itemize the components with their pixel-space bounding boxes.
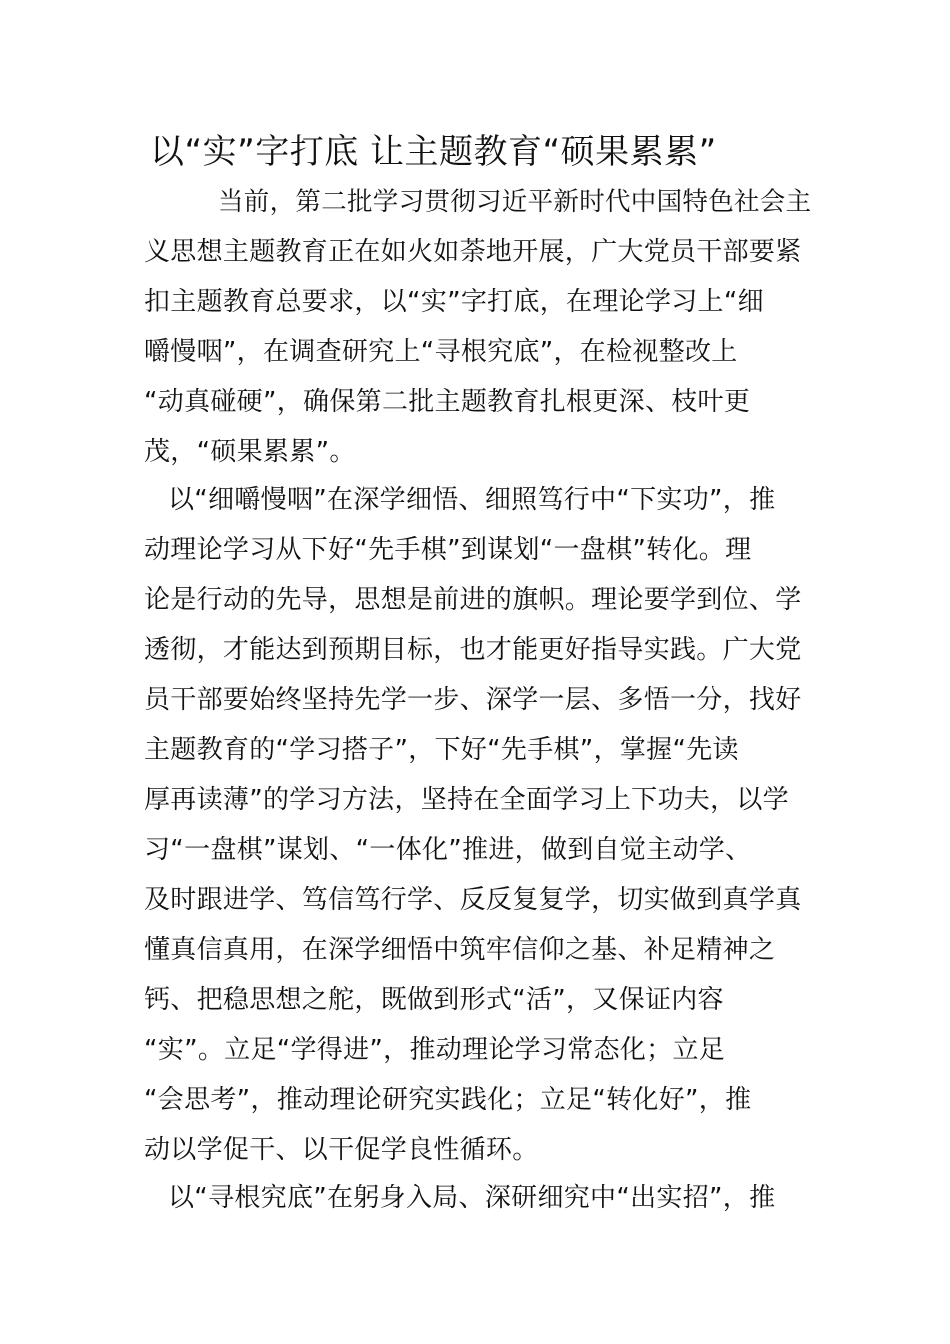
- body-line: 动理论学习从下好“先手棋”到谋划“一盘棋”转化。理: [144, 535, 752, 565]
- body-line: 及时跟进学、笃信笃行学、反反复复学，切实做到真学真: [144, 885, 802, 915]
- body-line: 论是行动的先导，思想是前进的旗帜。理论要学到位、学: [144, 585, 802, 615]
- body-line: “会思考”，推动理论研究实践化；立足“转化好”，推: [144, 1085, 752, 1115]
- body-line: 透彻，才能达到预期目标，也才能更好指导实践。广大党: [144, 635, 802, 665]
- body-line: 以“细嚼慢咽”在深学细悟、细照笃行中“下实功”，推: [168, 485, 776, 515]
- document-title: 以“实”字打底 让主题教育“硕果累累”: [150, 132, 717, 172]
- body-line: 员干部要始终坚持先学一步、深学一层、多悟一分，找好: [144, 685, 802, 715]
- body-line: 习“一盘棋”谋划、“一体化”推进，做到自觉主动学、: [144, 835, 752, 865]
- body-line: 嚼慢咽”，在调查研究上“寻根究底”，在检视整改上: [144, 337, 738, 367]
- body-line: 主题教育的“学习搭子”，下好“先手棋”，掌握“先读: [144, 735, 739, 765]
- body-line: 厚再读薄”的学习方法，坚持在全面学习上下功夫，以学: [144, 785, 789, 815]
- body-line: 茂，“硕果累累”。: [144, 437, 356, 467]
- body-line: 以“寻根究底”在躬身入局、深研细究中“出实招”，推: [168, 1183, 776, 1213]
- body-line: 扣主题教育总要求，以“实”字打底，在理论学习上“细: [144, 287, 764, 317]
- body-line: “实”。立足“学得进”，推动理论学习常态化；立足: [144, 1035, 726, 1065]
- body-line: “动真碰硬”，确保第二批主题教育扎根更深、枝叶更: [144, 387, 751, 417]
- body-line: 义思想主题教育正在如火如荼地开展，广大党员干部要紧: [144, 237, 802, 267]
- body-line: 钙、把稳思想之舵，既做到形式“活”，又保证内容: [144, 985, 724, 1015]
- body-line: 动以学促干、以干促学良性循环。: [144, 1135, 539, 1165]
- body-line: 当前，第二批学习贯彻习近平新时代中国特色社会主: [218, 187, 812, 217]
- body-line: 懂真信真用，在深学细悟中筑牢信仰之基、补足精神之: [144, 935, 776, 965]
